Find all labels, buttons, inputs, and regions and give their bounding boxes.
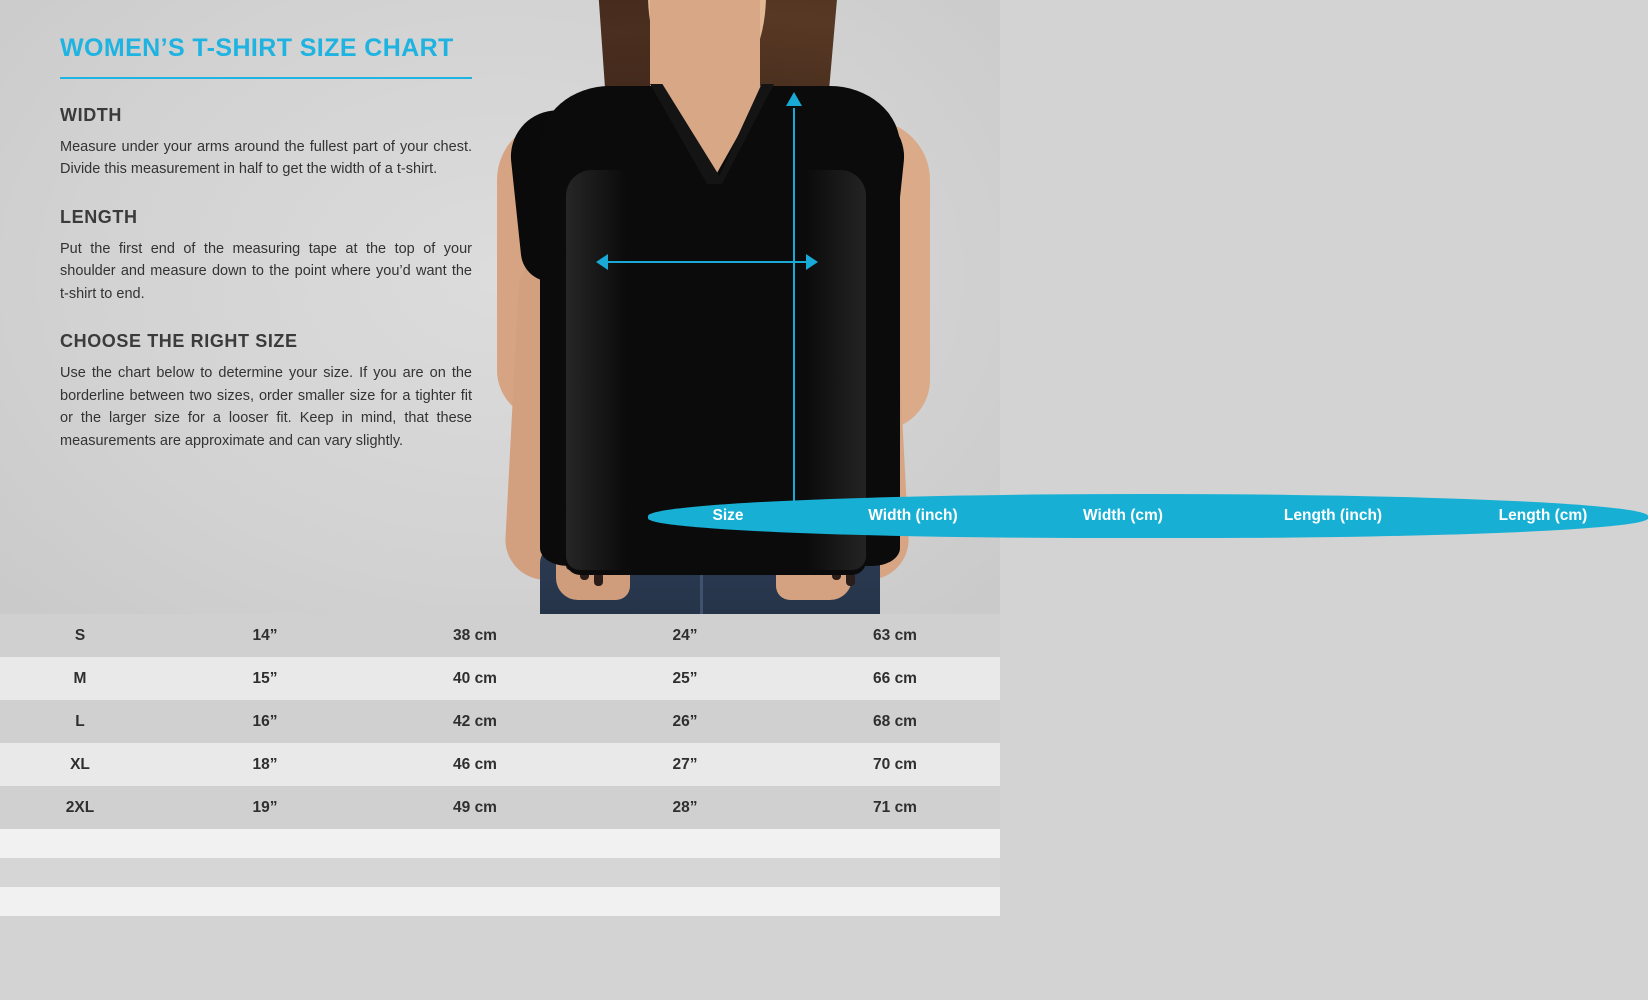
- cell-length-cm: 68 cm: [873, 712, 917, 730]
- section-body-length: Put the first end of the measuring tape at the top of your shoulder and measure down to the point where you’d want the t-shirt to end.: [60, 240, 472, 302]
- length-arrow-head-top: [786, 92, 802, 106]
- column-header-size: Size: [712, 507, 744, 524]
- section-heading-length: LENGTH: [60, 206, 138, 227]
- table-filler-row: [0, 887, 1000, 916]
- cell-length-inch: 24”: [672, 626, 698, 644]
- table-filler-row: [0, 829, 1000, 858]
- cell-width-cm: 46 cm: [453, 755, 497, 773]
- table-row: [0, 786, 1000, 829]
- cell-size: S: [74, 626, 86, 644]
- table-row: [0, 700, 1000, 743]
- cell-width-cm: 42 cm: [453, 712, 497, 730]
- cell-width-cm: 38 cm: [453, 626, 497, 644]
- column-header-length-cm: Length (cm): [1498, 507, 1588, 524]
- cell-size: M: [73, 669, 87, 687]
- width-arrow-head-right: [806, 254, 818, 270]
- tshirt-shading-left: [566, 170, 626, 570]
- cell-length-inch: 25”: [672, 669, 698, 687]
- cell-length-cm: 66 cm: [873, 669, 917, 687]
- cell-length-cm: 70 cm: [873, 755, 917, 773]
- cell-length-cm: 63 cm: [873, 626, 917, 644]
- table-filler-row: [0, 858, 1000, 887]
- cell-width-inch: 15”: [252, 669, 278, 687]
- length-measure-line: [793, 108, 795, 518]
- cell-width-inch: 19”: [252, 798, 278, 816]
- table-row: [0, 743, 1000, 786]
- info-panel: [60, 34, 480, 452]
- cell-size: 2XL: [65, 798, 95, 816]
- table-row: [0, 614, 1000, 657]
- section-body-choose-size: Use the chart below to determine your size. If you are on the borderline between two sizes, order smaller size for a tighter fit or the larger size for a looser fit. Keep in mind, that these measurements are approximate and can vary slightly.: [60, 365, 472, 449]
- cell-width-cm: 40 cm: [453, 669, 497, 687]
- section-heading-choose-size: CHOOSE THE RIGHT SIZE: [60, 331, 298, 352]
- cell-size: L: [75, 712, 85, 730]
- cell-length-inch: 26”: [672, 712, 698, 730]
- column-header-width-inch: Width (inch): [868, 507, 958, 524]
- table-row: [0, 657, 1000, 700]
- cell-size: XL: [70, 755, 90, 773]
- cell-length-inch: 28”: [672, 798, 698, 816]
- section-body-width: Measure under your arms around the fullest part of your chest. Divide this measurement in half to get the width of a t-shirt.: [60, 139, 472, 178]
- cell-width-inch: 16”: [252, 712, 278, 730]
- cell-width-inch: 18”: [252, 755, 278, 773]
- width-arrow-head-left: [596, 254, 608, 270]
- cell-width-cm: 49 cm: [453, 798, 497, 816]
- column-header-length-inch: Length (inch): [1283, 507, 1383, 524]
- column-header-width-cm: Width (cm): [1083, 507, 1163, 524]
- size-table: [0, 507, 1588, 916]
- section-heading-width: WIDTH: [60, 105, 122, 125]
- cell-length-cm: 71 cm: [873, 798, 917, 816]
- cell-width-inch: 14”: [252, 626, 278, 644]
- table-header-row: [648, 494, 1648, 538]
- cell-length-inch: 27”: [672, 755, 698, 773]
- title-divider: [60, 77, 472, 79]
- width-measure-line: [604, 261, 810, 263]
- page-title: WOMEN’S T-SHIRT SIZE CHART: [60, 34, 454, 62]
